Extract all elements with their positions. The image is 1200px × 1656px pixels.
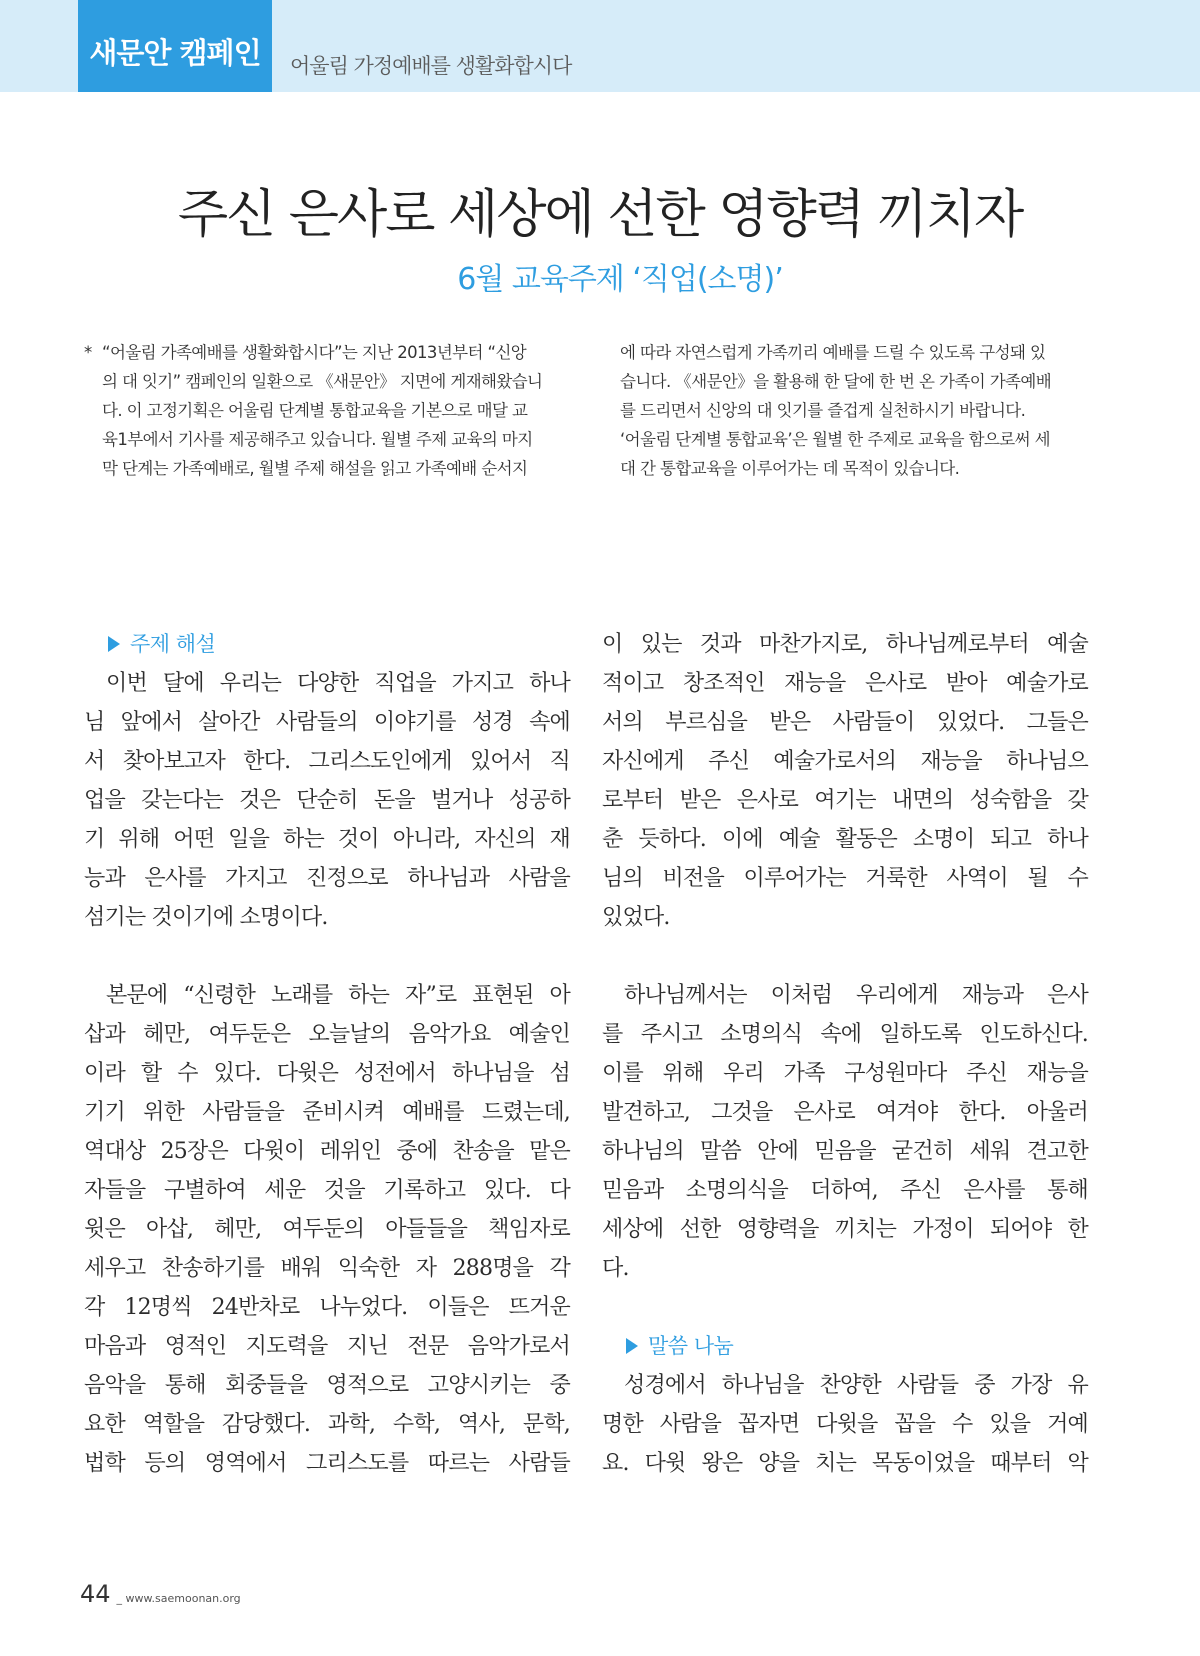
page-title: 주신 은사로 세상에 선한 영향력 끼치자 [177, 185, 1023, 245]
text-line: 를 주시고 소명의식 속에 일하도록 인도하신다. [602, 1022, 1088, 1047]
column-left [84, 625, 570, 1483]
text-line: 각 12명씩 24반차로 나누었다. 이들은 뜨거운 [84, 1295, 570, 1320]
campaign-subtitle: 어울림 가정예배를 생활화합시다 [290, 54, 572, 78]
note-line: “어울림 가족예배를 생활화합시다”는 지난 2013년부터 “신앙 [102, 343, 527, 362]
section-heading-sharing [602, 1327, 1088, 1366]
note-line: ‘어울림 단계별 통합교육’은 월별 한 주제로 교육을 함으로써 세 [620, 430, 1050, 449]
text-line: 서 찾아보고자 한다. 그리스도인에게 있어서 직 [84, 749, 570, 774]
text-line: 적이고 창조적인 재능을 은사로 받아 예술가로 [602, 671, 1088, 696]
text-line: 마음과 영적인 지도력을 지닌 전문 음악가로서 [84, 1334, 570, 1359]
text-line: 님의 비전을 이루어가는 거룩한 사역이 될 수 [602, 866, 1088, 891]
paragraph [84, 976, 570, 1483]
note-line: 의 대 잇기” 캠페인의 일환으로 《새문안》 지면에 게재해왔습니 [102, 372, 543, 391]
note-line: 육1부에서 기사를 제공해주고 있습니다. 월별 주제 교육의 마지 [102, 430, 533, 449]
text-line: 요한 역할을 감당했다. 과학, 수학, 역사, 문학, [84, 1412, 570, 1437]
footer-separator: _ [116, 1592, 123, 1605]
section-heading-theme [84, 625, 570, 664]
column-right [602, 625, 1088, 1483]
text-line: 명한 사람을 꼽자면 다윗을 꼽을 수 있을 거예 [602, 1412, 1088, 1437]
note-line: 막 단계는 가족예배로, 월별 주제 해설을 읽고 가족예배 순서지 [102, 459, 528, 478]
text-line: 역대상 25장은 다윗이 레위인 중에 찬송을 맡은 [84, 1139, 570, 1164]
text-line: 윗은 아삽, 헤만, 여두둔의 아들들을 책임자로 [84, 1217, 570, 1242]
text-line: 있었다. [602, 905, 670, 930]
text-line: 이라 할 수 있다. 다윗은 성전에서 하나님을 섬 [84, 1061, 570, 1086]
paragraph [602, 1366, 1088, 1483]
page-footer [80, 1580, 241, 1608]
page-subtitle: 6월 교육주제 ‘직업(소명)’ [457, 262, 783, 297]
text-line: 믿음과 소명의식을 더하여, 주신 은사를 통해 [602, 1178, 1088, 1203]
note-line: 습니다. 《새문안》을 활용해 한 달에 한 번 온 가족이 가족예배 [620, 372, 1052, 391]
text-line: 이를 위해 우리 가족 구성원마다 주신 재능을 [602, 1061, 1088, 1086]
text-line: 로부터 받은 은사로 여기는 내면의 성숙함을 갖 [602, 788, 1088, 813]
text-line: 자신에게 주신 예술가로서의 재능을 하나님으 [602, 749, 1088, 774]
text-line: 하나님께서는 이처럼 우리에게 재능과 은사 [624, 983, 1088, 1008]
text-line: 세우고 찬송하기를 배워 익숙한 자 288명을 각 [84, 1256, 570, 1281]
site-url [117, 1592, 241, 1605]
text-line: 법학 등의 영역에서 그리스도를 따르는 사람들 [84, 1451, 570, 1476]
note-asterisk: * [84, 343, 92, 362]
text-line: 능과 은사를 가지고 진정으로 하나님과 사람을 [84, 866, 570, 891]
text-line: 본문에 “신령한 노래를 하는 자”로 표현된 아 [106, 983, 570, 1008]
page-number: 44 [80, 1580, 111, 1608]
text-line: 삽과 헤만, 여두둔은 오늘날의 음악가요 예술인 [84, 1022, 570, 1047]
text-line: 서의 부르심을 받은 사람들이 있었다. 그들은 [602, 710, 1088, 735]
note-line: 를 드리면서 신앙의 대 잇기를 즐겁게 실천하시기 바랍니다. [620, 401, 1026, 420]
text-line: 이번 달에 우리는 다양한 직업을 가지고 하나 [106, 671, 570, 696]
text-line: 자들을 구별하여 세운 것을 기록하고 있다. 다 [84, 1178, 570, 1203]
paragraph [602, 976, 1088, 1288]
campaign-tag: 새문안 캠페인 [78, 0, 272, 92]
triangle-bullet-icon [626, 1338, 638, 1354]
section-heading-label: 말씀 나눔 [648, 1334, 734, 1358]
text-line: 기기 위한 사람들을 준비시켜 예배를 드렸는데, [84, 1100, 570, 1125]
text-line: 업을 갖는다는 것은 단순히 돈을 벌거나 성공하 [84, 788, 570, 813]
note-line: 에 따라 자연스럽게 가족끼리 예배를 드릴 수 있도록 구성돼 있 [620, 343, 1046, 362]
note-line: 다. 이 고정기획은 어울림 단계별 통합교육을 기본으로 매달 교 [102, 401, 528, 420]
text-line: 섬기는 것이기에 소명이다. [84, 905, 328, 930]
text-line: 음악을 통해 회중들을 영적으로 고양시키는 중 [84, 1373, 570, 1398]
text-line: 춘 듯하다. 이에 예술 활동은 소명이 되고 하나 [602, 827, 1088, 852]
triangle-bullet-icon [108, 636, 120, 652]
site-url-text: www.saemoonan.org [125, 1592, 241, 1605]
text-line: 하나님의 말씀 안에 믿음을 굳건히 세워 견고한 [602, 1139, 1088, 1164]
paragraph [602, 625, 1088, 937]
text-line: 발견하고, 그것을 은사로 여겨야 한다. 아울러 [602, 1100, 1088, 1125]
text-line: 다. [602, 1256, 629, 1281]
text-line: 세상에 선한 영향력을 끼치는 가정이 되어야 한 [602, 1217, 1088, 1242]
intro-note-left [86, 338, 566, 483]
text-line: 성경에서 하나님을 찬양한 사람들 중 가장 유 [624, 1373, 1088, 1398]
text-line: 님 앞에서 살아간 사람들의 이야기를 성경 속에 [84, 710, 570, 735]
note-line: 대 간 통합교육을 이루어가는 데 목적이 있습니다. [620, 459, 960, 478]
intro-note-right [620, 338, 1090, 483]
text-line: 기 위해 어떤 일을 하는 것이 아니라, 자신의 재 [84, 827, 570, 852]
text-line: 이 있는 것과 마찬가지로, 하나님께로부터 예술 [602, 632, 1088, 657]
section-heading-label: 주제 해설 [130, 632, 216, 656]
paragraph [84, 664, 570, 937]
text-line: 요. 다윗 왕은 양을 치는 목동이었을 때부터 악 [602, 1451, 1088, 1476]
